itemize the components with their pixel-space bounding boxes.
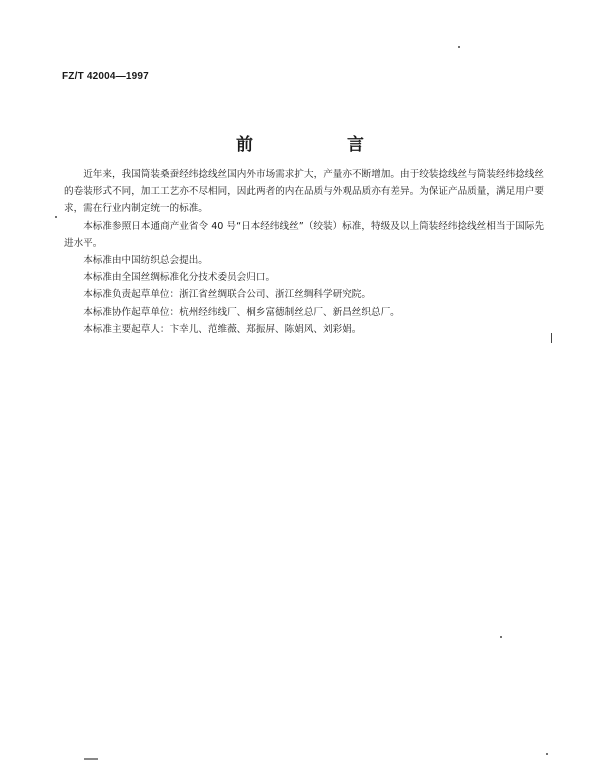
standard-code: FZ/T 42004—1997 xyxy=(62,71,149,82)
paragraph-4: 本标准由全国丝绸标准化分技术委员会归口。 xyxy=(83,272,276,284)
paragraph-2: 本标准参照日本通商产业省令 40 号“日本经纬线丝”（绞装）标准，特级及以上筒装经纬捻线丝相当于国际先进水平。 xyxy=(64,220,544,249)
scan-speck xyxy=(84,758,98,760)
scan-speck xyxy=(458,46,460,48)
paragraph-6: 本标准协作起草单位：杭州经纬线厂、桐乡富德制丝总厂、新昌丝织总厂。 xyxy=(83,306,400,318)
foreword-body xyxy=(64,166,544,338)
scan-speck xyxy=(551,333,552,343)
scan-speck xyxy=(55,216,57,218)
paragraph-5: 本标准负责起草单位：浙江省丝绸联合公司、浙江丝绸科学研究院。 xyxy=(83,289,371,301)
page-title: 前 言 xyxy=(236,135,408,155)
scan-speck xyxy=(500,636,502,638)
scan-speck xyxy=(546,753,548,755)
paragraph-3: 本标准由中国纺织总会提出。 xyxy=(83,255,208,267)
paragraph-1: 近年来，我国筒装桑蚕经纬捻线丝国内外市场需求扩大，产量亦不断增加。由于绞装捻线丝与筒装经纬捻线丝的卷装形式不同，加工工艺亦不尽相同，因此两者的内在品质与外观品质亦有差异。为保证产品质量，满足用户要求，需在行业内制定统一的标准。 xyxy=(64,169,544,215)
paragraph-7: 本标准主要起草人：卞幸儿、范维薇、郑振屏、陈娟风、刘彩娟。 xyxy=(83,323,362,335)
